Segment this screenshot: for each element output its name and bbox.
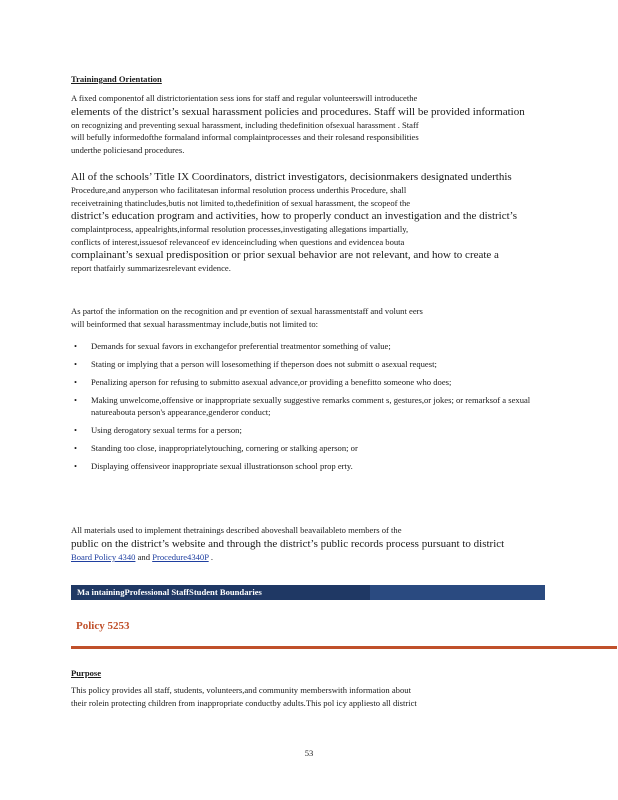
policy-links-line [71,551,545,564]
training-paragraph-1 [71,92,545,156]
training-paragraph-2 [71,170,545,275]
text-line: underthe policiesand procedures. [71,144,185,155]
text-line: will befully informedofthe formaland informal complaintprocesses and their rolesand responsibilities [71,132,419,143]
list-item: • Stating or implying that a person will losesomething if theperson does not submitt o asexual request; [74,359,437,369]
text-line: complaintprocess, appealrights,informal resolution processes,investigating allegations impartially, [71,224,409,235]
bullet-icon: • [74,443,78,453]
text-line: receivetraining thatincludes,butis not limited to,thedefinition of sexual harassment, the scopeof the [71,197,411,208]
text-line: A fixed componentof all districtorientation sess ions for staff and regular volunteerswill introducethe [71,93,418,103]
bullet-icon: • [74,377,78,387]
bullet-icon: • [74,461,78,471]
purpose-paragraph [71,684,545,709]
text-line: report thatfairly summarizesrelevant evidence. [71,263,231,274]
text-line: Procedure,and anyperson who facilitatesan informal resolution process underthis Procedure, shall [71,185,407,195]
text-line: conflicts of interest,issuesof relevanceof ev idenceincluding when questions and evidencea bouta [71,236,405,247]
period-text: . [210,551,213,562]
text-line: public on the district’s website and through the district’s public records process pursuant to district [71,537,505,550]
training-paragraph-4 [71,524,545,563]
bullet-icon: • [74,395,78,405]
text-line: All materials used to implement thetrainings described aboveshall beavailableto members of the [71,525,402,535]
text-line: district’s education program and activities, how to properly conduct an investigation and the district’s [71,210,518,223]
text-line: All of the schools’ Title IX Coordinators, district investigators, decisionmakers designated underthis [71,171,512,183]
bullet-icon: • [74,341,78,351]
list-item: • Using derogatory sexual terms for a person; [74,425,242,435]
list-item: • Displaying offensiveor inappropriate sexual illustrationson school prop erty. [74,461,353,471]
list-item: • Standing too close, inappropriatelytouching, cornering or stalking aperson; or [74,443,358,453]
purpose-heading: Purpose [71,668,102,678]
board-policy-4340-link[interactable]: Board Policy 4340 [71,551,136,562]
text-line: their rolein protecting children from inappropriate conductby adults.This pol icy appliesto all district [71,697,417,708]
and-text: and [137,551,151,562]
section-divider [71,646,617,649]
training-paragraph-3 [71,305,545,330]
banner-tail [370,585,545,600]
list-item: • Demands for sexual favors in exchangefor preferential treatmentor something of value; [74,341,391,351]
list-item: • Penalizing aperson for refusing to submitto asexual advance,or providing a benefitto someone who does; [74,377,452,387]
section-banner [71,585,545,600]
bullet-icon: • [74,425,78,435]
policy-number: Policy 5253 [76,620,130,632]
harassment-examples-list [71,340,545,478]
text-line: complainant’s sexual predisposition or prior sexual behavior are not relevant, and how to create a [71,249,499,262]
list-item: • Making unwelcome,offensive or inappropriate sexually suggestive remarks comment s, gestures,or jokes; or remarksof a sexual natureabouta person's appearance,genderor conduct; [74,395,531,417]
banner-title: Ma intainingProfessional StaffStudent Boundaries [77,587,262,597]
text-line: elements of the district’s sexual harassment policies and procedures. Staff will be provided information [71,105,525,118]
training-heading: Trainingand Orientation [71,74,162,84]
text-line: This policy provides all staff, students, volunteers,and community memberswith information about [71,685,411,695]
text-line: on recognizing and preventing sexual harassment, including thedefinition ofsexual harassment . Staff [71,119,419,130]
bullet-icon: • [74,359,78,369]
text-line: As partof the information on the recognition and pr evention of sexual harassmentstaff and volunt eers [71,306,423,316]
page-number: 53 [304,748,314,758]
procedure-4340p-link[interactable]: Procedure4340P [152,551,209,562]
text-line: will beinformed that sexual harassmentmay include,butis not limited to: [71,318,319,329]
